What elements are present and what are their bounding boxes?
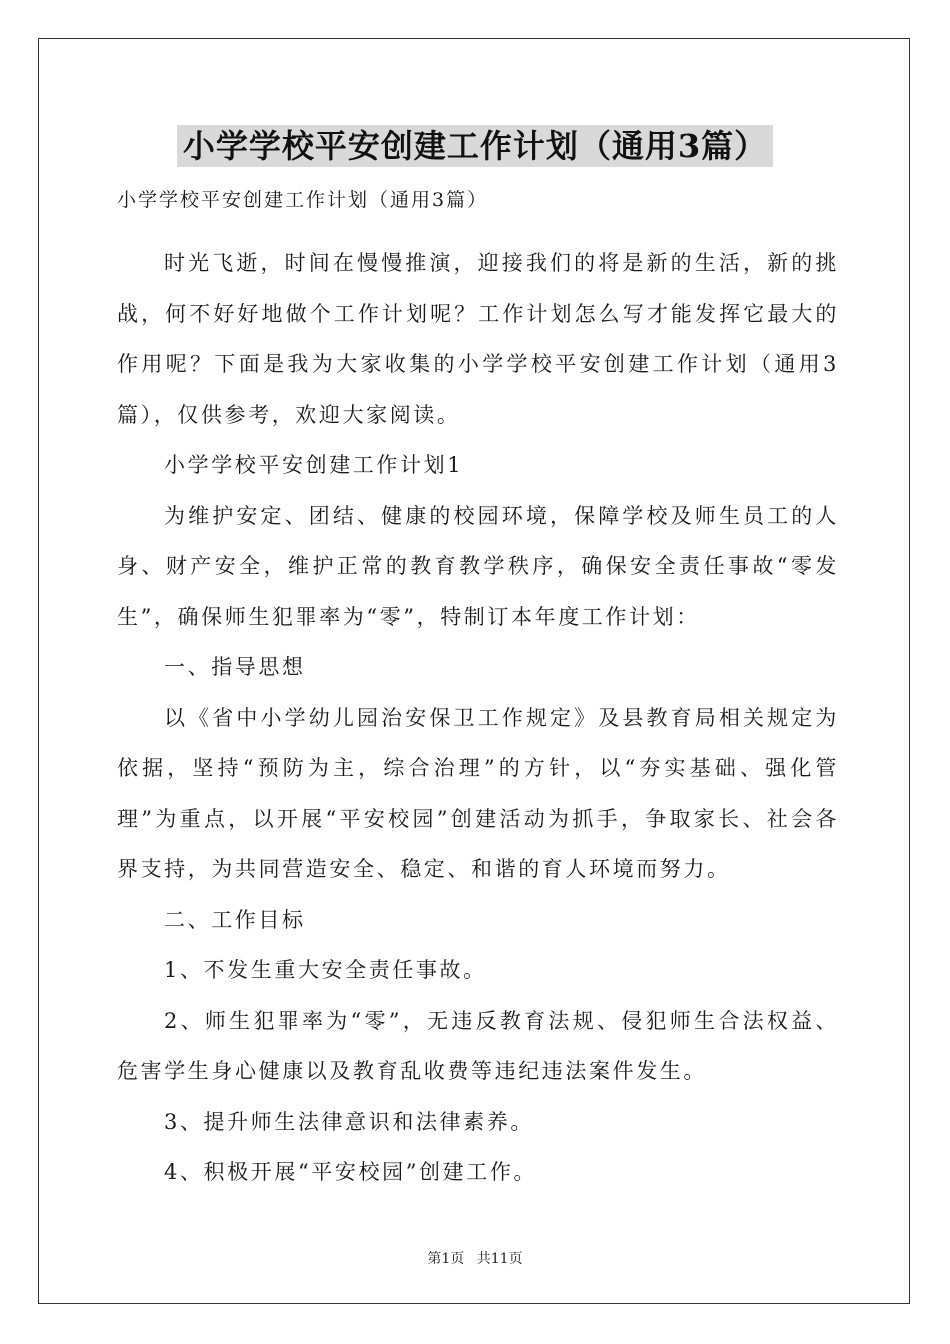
heading-guiding-thought: 一、指导思想 bbox=[164, 655, 306, 679]
document-body bbox=[117, 182, 839, 1198]
section-heading-plan-1: 小学学校平安创建工作计划1 bbox=[164, 453, 464, 477]
goal-item-2: 2、师生犯罪率为“零”，无违反教育法规、侵犯师生合法权益、危害学生身心健康以及教育乱收费等违纪违法案件发生。 bbox=[117, 1008, 839, 1083]
goal-item-3: 3、提升师生法律意识和法律素养。 bbox=[164, 1109, 534, 1134]
goal-item-1: 1、不发生重大安全责任事故。 bbox=[164, 958, 487, 982]
goal-item-4: 4、积极开展“平安校园”创建工作。 bbox=[164, 1160, 538, 1184]
document-title: 小学学校平安创建工作计划（通用3篇） bbox=[177, 125, 773, 167]
document-subtitle: 小学学校平安创建工作计划（通用3篇） bbox=[117, 189, 489, 211]
paragraph-intro: 时光飞逝，时间在慢慢推演，迎接我们的将是新的生活，新的挑战，何不好好地做个工作计划呢？工作计划怎么写才能发挥它最大的作用呢？下面是我为大家收集的小学学校平安创建工作计划（通用3篇），仅供参考，欢迎大家阅读。 bbox=[117, 251, 839, 427]
heading-work-goals: 二、工作目标 bbox=[164, 907, 306, 932]
page-footer bbox=[0, 1248, 950, 1268]
total-pages: 共11页 bbox=[476, 1251, 523, 1267]
paragraph-purpose: 为维护安定、团结、健康的校园环境，保障学校及师生员工的人身、财产安全，维护正常的教育教学秩序，确保安全责任事故“零发生”，确保师生犯罪率为“零”，特制订本年度工作计划： bbox=[117, 503, 839, 629]
paragraph-guiding-thought: 以《省中小学幼儿园治安保卫工作规定》及县教育局相关规定为依据，坚持“预防为主，综合治理”的方针，以“夯实基础、强化管理”为重点，以开展“平安校园”创建活动为抓手，争取家长、社会各界支持，为共同营造安全、稳定、和谐的育人环境而努力。 bbox=[117, 705, 839, 881]
title-container bbox=[0, 125, 950, 167]
page-number: 第1页 bbox=[427, 1251, 465, 1267]
